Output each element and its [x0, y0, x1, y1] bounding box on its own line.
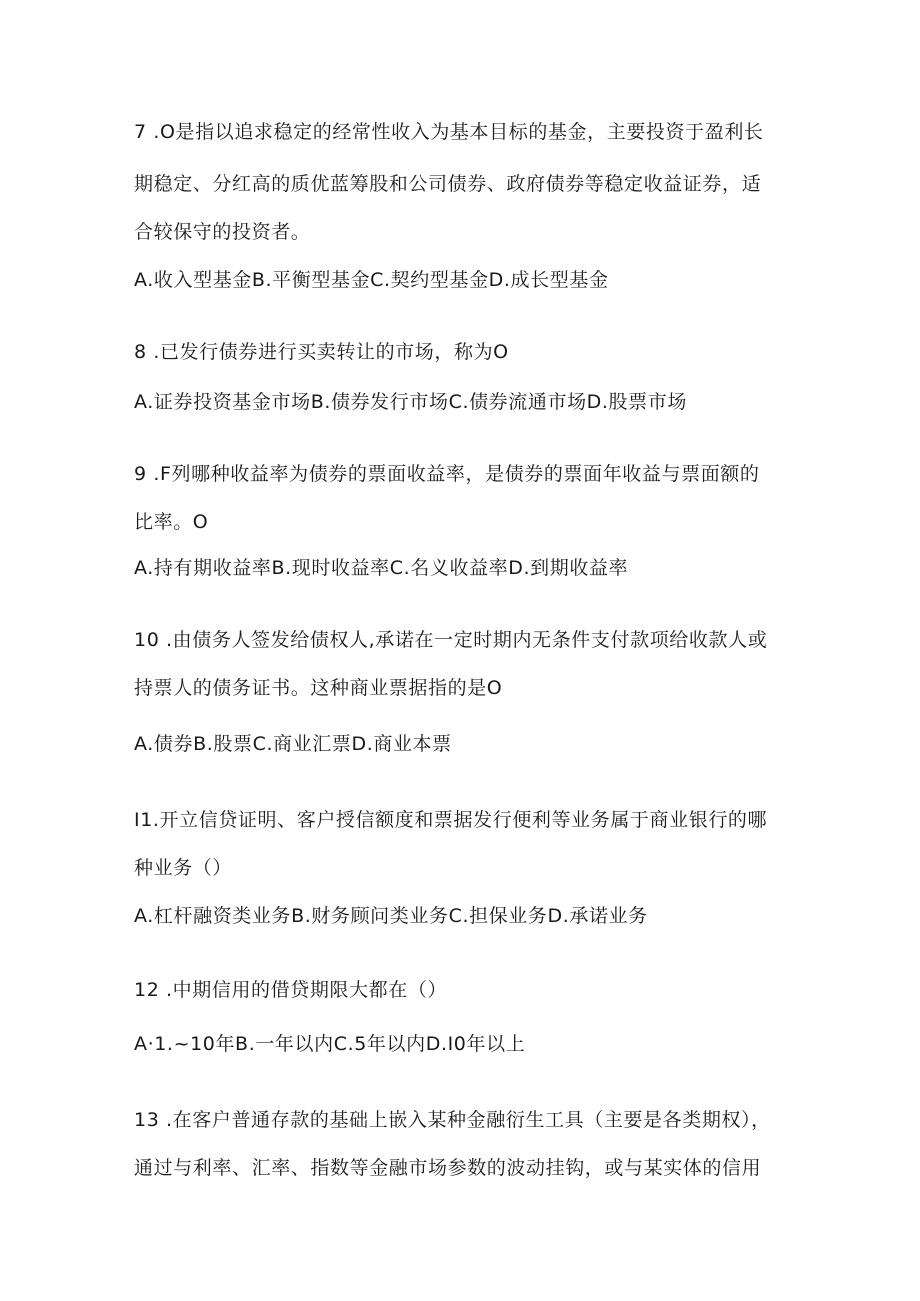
question-12-line-1: 12 .中期信用的借贷期限大都在（） — [134, 979, 448, 1001]
question-9-options: A.持有期收益率B.现时收益率C.名义收益率D.到期收益率 — [134, 557, 629, 579]
question-7-line-2: 期稳定、分红高的质优蓝筹股和公司债券、政府债券等稳定收益证券，适 — [134, 173, 762, 195]
question-10-options: A.债券B.股票C.商业汇票D.商业本票 — [134, 733, 452, 755]
question-10-line-1: 10 .由债务人签发给债权人,承诺在一定时期内无条件支付款项给收款人或 — [134, 629, 768, 651]
question-10-line-2: 持票人的债务证书。这种商业票据指的是O — [134, 677, 503, 699]
question-11-line-1: I1.开立信贷证明、客户授信额度和票据发行便利等业务属于商业银行的哪 — [134, 809, 768, 831]
question-8-options: A.证券投资基金市场B.债券发行市场C.债券流通市场D.股票市场 — [134, 391, 687, 413]
question-7-line-1: 7 .O是指以追求稳定的经常性收入为基本目标的基金，主要投资于盈利长 — [134, 121, 764, 143]
question-13-line-1: 13 .在客户普通存款的基础上嵌入某种金融衍生工具（主要是各类期权）， — [134, 1109, 771, 1131]
question-12-options: A·1.~10年B.一年以内C.5年以内D.I0年以上 — [134, 1033, 526, 1055]
question-9-line-1: 9 .F列哪种收益率为债券的票面收益率，是债券的票面年收益与票面额的 — [134, 463, 760, 485]
question-9-line-2: 比率。O — [134, 511, 209, 533]
question-8-line-1: 8 .已发行债券进行买卖转让的市场，称为O — [134, 341, 509, 363]
question-7-options: A.收入型基金B.平衡型基金C.契约型基金D.成长型基金 — [134, 269, 609, 291]
question-11-options: A.杠杆融资类业务B.财务顾问类业务C.担保业务D.承诺业务 — [134, 905, 648, 927]
question-11-line-2: 种业务（） — [134, 857, 233, 879]
question-7-line-3: 合较保守的投资者。 — [134, 221, 311, 243]
question-13-line-2: 通过与利率、汇率、指数等金融市场参数的波动挂钩，或与某实体的信用 — [134, 1157, 762, 1179]
